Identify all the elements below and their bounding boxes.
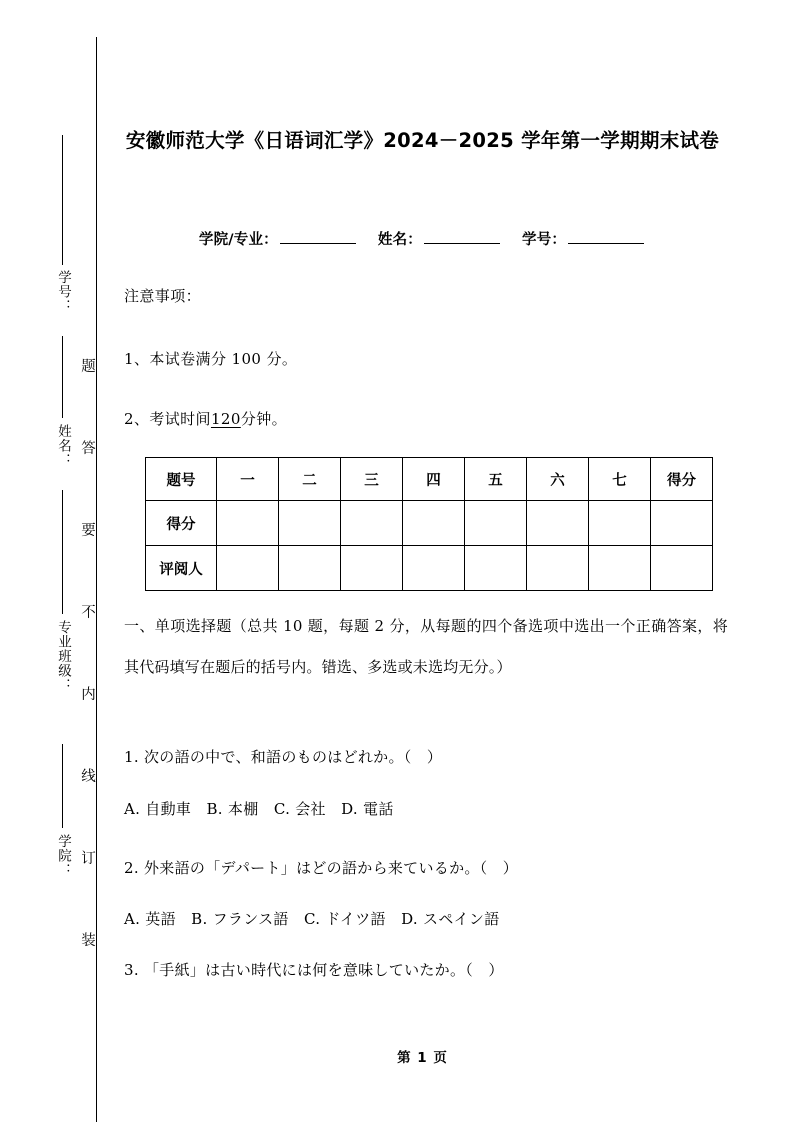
reviewer-cell[interactable] xyxy=(465,546,527,591)
reviewer-cell[interactable] xyxy=(279,546,341,591)
student-id-label: 学号： xyxy=(522,232,567,248)
score-table-header-cell: 六 xyxy=(527,458,589,501)
score-cell[interactable] xyxy=(217,501,279,546)
score-table-header-cell: 二 xyxy=(279,458,341,501)
question-1-options: A. 自動車 B. 本棚 C. 会社 D. 電話 xyxy=(124,800,394,818)
exam-duration-value: 120 xyxy=(210,410,241,428)
sealing-dash-segment-2 xyxy=(62,336,63,418)
sealing-char-da: 答 xyxy=(79,440,95,455)
score-table-header-cell: 得分 xyxy=(651,458,713,501)
sealing-dash-segment-1 xyxy=(62,135,63,265)
score-cell[interactable] xyxy=(279,501,341,546)
reviewer-cell[interactable] xyxy=(589,546,651,591)
name-blank[interactable] xyxy=(424,243,500,244)
table-row xyxy=(146,501,713,546)
table-header-row xyxy=(146,458,713,501)
student-id-blank[interactable] xyxy=(568,243,644,244)
score-cell[interactable] xyxy=(589,501,651,546)
page-title: 安徽师范大学《日语词汇学》2024－2025 学年第一学期期末试卷 xyxy=(125,129,720,152)
score-table-header-cell: 四 xyxy=(403,458,465,501)
question-1-stem: 1. 次の語の中で、和語のものはどれか。（ ） xyxy=(124,748,443,766)
reviewer-cell[interactable] xyxy=(527,546,589,591)
reviewer-cell[interactable] xyxy=(341,546,403,591)
sealing-char-zhuang: 装 xyxy=(79,932,95,947)
score-table-header-cell: 七 xyxy=(589,458,651,501)
score-row-label: 得分 xyxy=(146,501,217,546)
sealing-vertical-rule xyxy=(96,37,97,1122)
notice-item-2 xyxy=(124,408,724,429)
score-cell[interactable] xyxy=(527,501,589,546)
college-major-blank[interactable] xyxy=(280,243,356,244)
score-row-label: 评阅人 xyxy=(146,546,217,591)
sealing-label-student-id: 学号： xyxy=(55,270,71,314)
score-cell[interactable] xyxy=(651,501,713,546)
reviewer-cell[interactable] xyxy=(651,546,713,591)
score-cell[interactable] xyxy=(403,501,465,546)
sealing-char-xian: 线 xyxy=(79,768,95,783)
sealing-margin xyxy=(0,0,110,1122)
notice-heading: 注意事项： xyxy=(124,287,202,305)
notice-item-2-prefix: 2、考试时间 xyxy=(124,410,211,428)
notice-item-2-suffix: 分钟。 xyxy=(240,410,287,428)
sealing-label-college: 学院： xyxy=(55,834,71,878)
name-label: 姓名： xyxy=(377,232,422,248)
score-table-header-cell: 题号 xyxy=(146,458,217,501)
sealing-char-bu: 不 xyxy=(79,604,95,619)
reviewer-cell[interactable] xyxy=(403,546,465,591)
table-row xyxy=(146,546,713,591)
sealing-dash-segment-4 xyxy=(62,744,63,828)
score-table-header-cell: 一 xyxy=(217,458,279,501)
sealing-label-name: 姓名： xyxy=(55,424,71,468)
page-number-footer: 第 1 页 xyxy=(397,1050,448,1066)
score-cell[interactable] xyxy=(465,501,527,546)
sealing-char-ti: 题 xyxy=(79,358,95,373)
question-3-stem: 3. 「手紙」は古い時代には何を意味していたか。（ ） xyxy=(124,961,504,979)
sealing-char-ding: 订 xyxy=(79,850,95,865)
question-2-options: A. 英語 B. フランス語 C. ドイツ語 D. スペイン語 xyxy=(124,910,500,928)
student-info-line xyxy=(125,228,720,249)
question-2-stem: 2. 外来語の「デパート」はどの語から来ているか。（ ） xyxy=(124,859,519,877)
score-cell[interactable] xyxy=(341,501,403,546)
section-heading-1: 一、单项选择题（总共 10 题，每题 2 分，从每题的四个备选项中选出一个正确答案，将其代码填写在题后的括号内。错选、多选或未选均无分。） xyxy=(124,617,728,676)
score-table-header-cell: 五 xyxy=(465,458,527,501)
notice-item-1: 1、本试卷满分 100 分。 xyxy=(124,350,298,368)
reviewer-cell[interactable] xyxy=(217,546,279,591)
sealing-char-nei: 内 xyxy=(79,686,95,701)
score-table xyxy=(145,457,713,591)
college-major-label: 学院/专业： xyxy=(198,232,278,248)
sealing-dash-segment-3 xyxy=(62,490,63,614)
sealing-char-yao: 要 xyxy=(79,522,95,537)
score-table-header-cell: 三 xyxy=(341,458,403,501)
exam-page-body xyxy=(120,0,730,1122)
sealing-label-major-class: 专业班级： xyxy=(55,620,71,693)
